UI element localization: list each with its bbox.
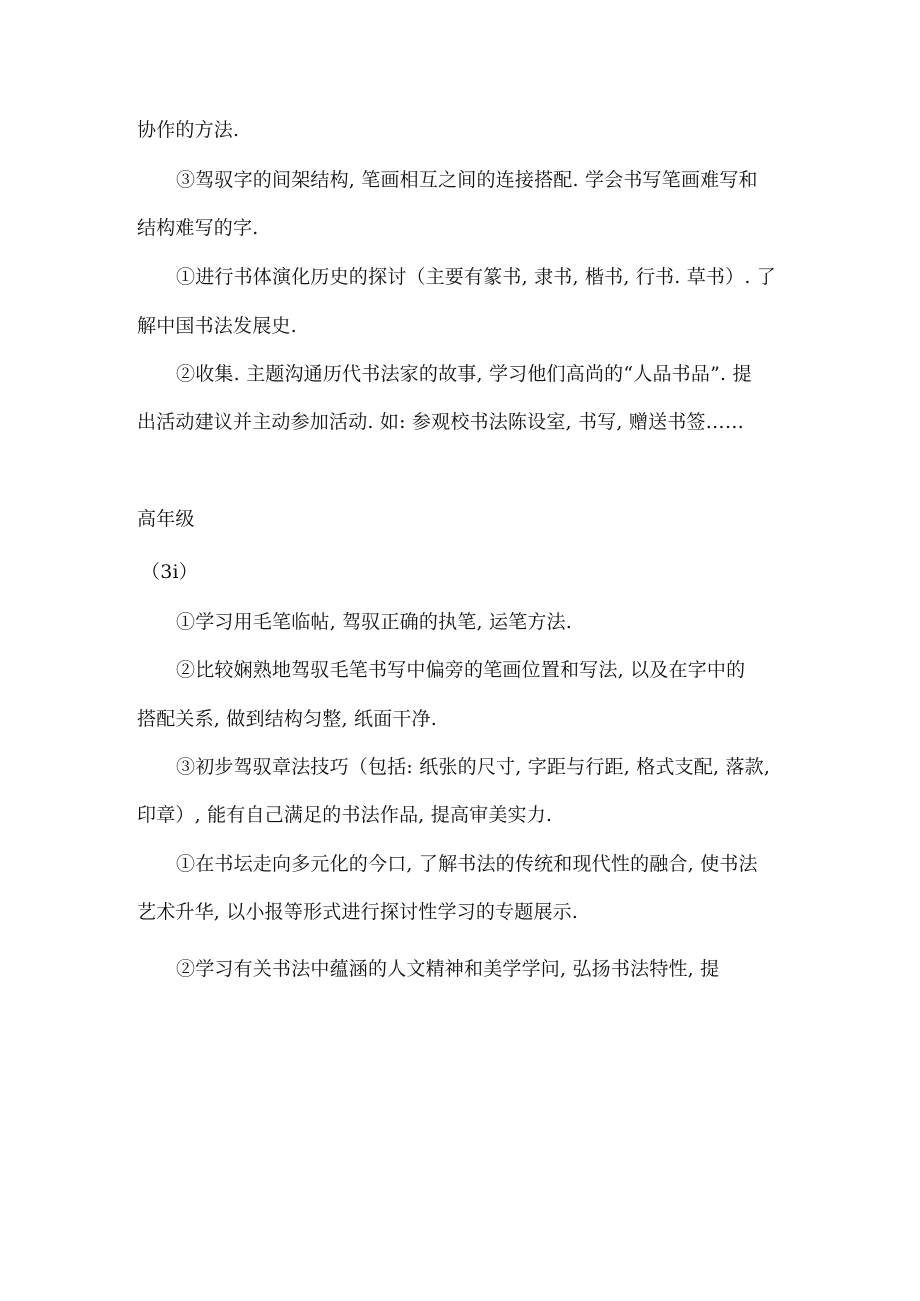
paragraph-line: ③驾驭字的间架结构, 笔画相互之间的连接搭配. 学会书写笔画难写和 [176,169,758,191]
paragraph-line: ①学习用毛笔临帖, 驾驭正确的执笔, 运笔方法. [176,611,572,633]
section-heading: 高年级 [137,508,195,530]
paragraph-line: ③初步驾驭章法技巧（包括: 纸张的尺寸, 字距与行距, 格式支配, 落款, [176,756,771,778]
paragraph-line: ②收集. 主题沟通历代书法家的故事, 学习他们高尚的“人品书品”. 提 [176,363,752,385]
paragraph-line: ①在书坛走向多元化的今口, 了解书法的传统和现代性的融合, 使书法 [176,853,758,875]
paragraph-line: ①进行书体演化历史的探讨（主要有篆书, 隶书, 楷书, 行书. 草书）. 了 [176,266,776,288]
paragraph-line: ②比较娴熟地驾驭毛笔书写中偏旁的笔画位置和写法, 以及在字中的 [176,659,746,681]
paragraph-line: 搭配关系, 做到结构匀整, 纸面干净. [137,708,437,730]
paragraph-line: ②学习有关书法中蕴涵的人文精神和美学学问, 弘扬书法特性, 提 [176,958,720,980]
paragraph-line: 出活动建议并主动参加活动. 如: 参观校书法陈设室, 书写, 赠送书签…… [137,411,745,433]
paragraph-line: 印章）, 能有自己满足的书法作品, 提高审美实力. [137,804,553,826]
paragraph-line: 艺术升华, 以小报等形式进行探讨性学习的专题展示. [137,901,579,923]
paragraph-line: 协作的方法. [137,119,240,141]
section-label: （3i） [141,561,198,583]
paragraph-line: 解中国书法发展史. [137,315,297,337]
paragraph-line: 结构难写的字. [137,217,259,239]
